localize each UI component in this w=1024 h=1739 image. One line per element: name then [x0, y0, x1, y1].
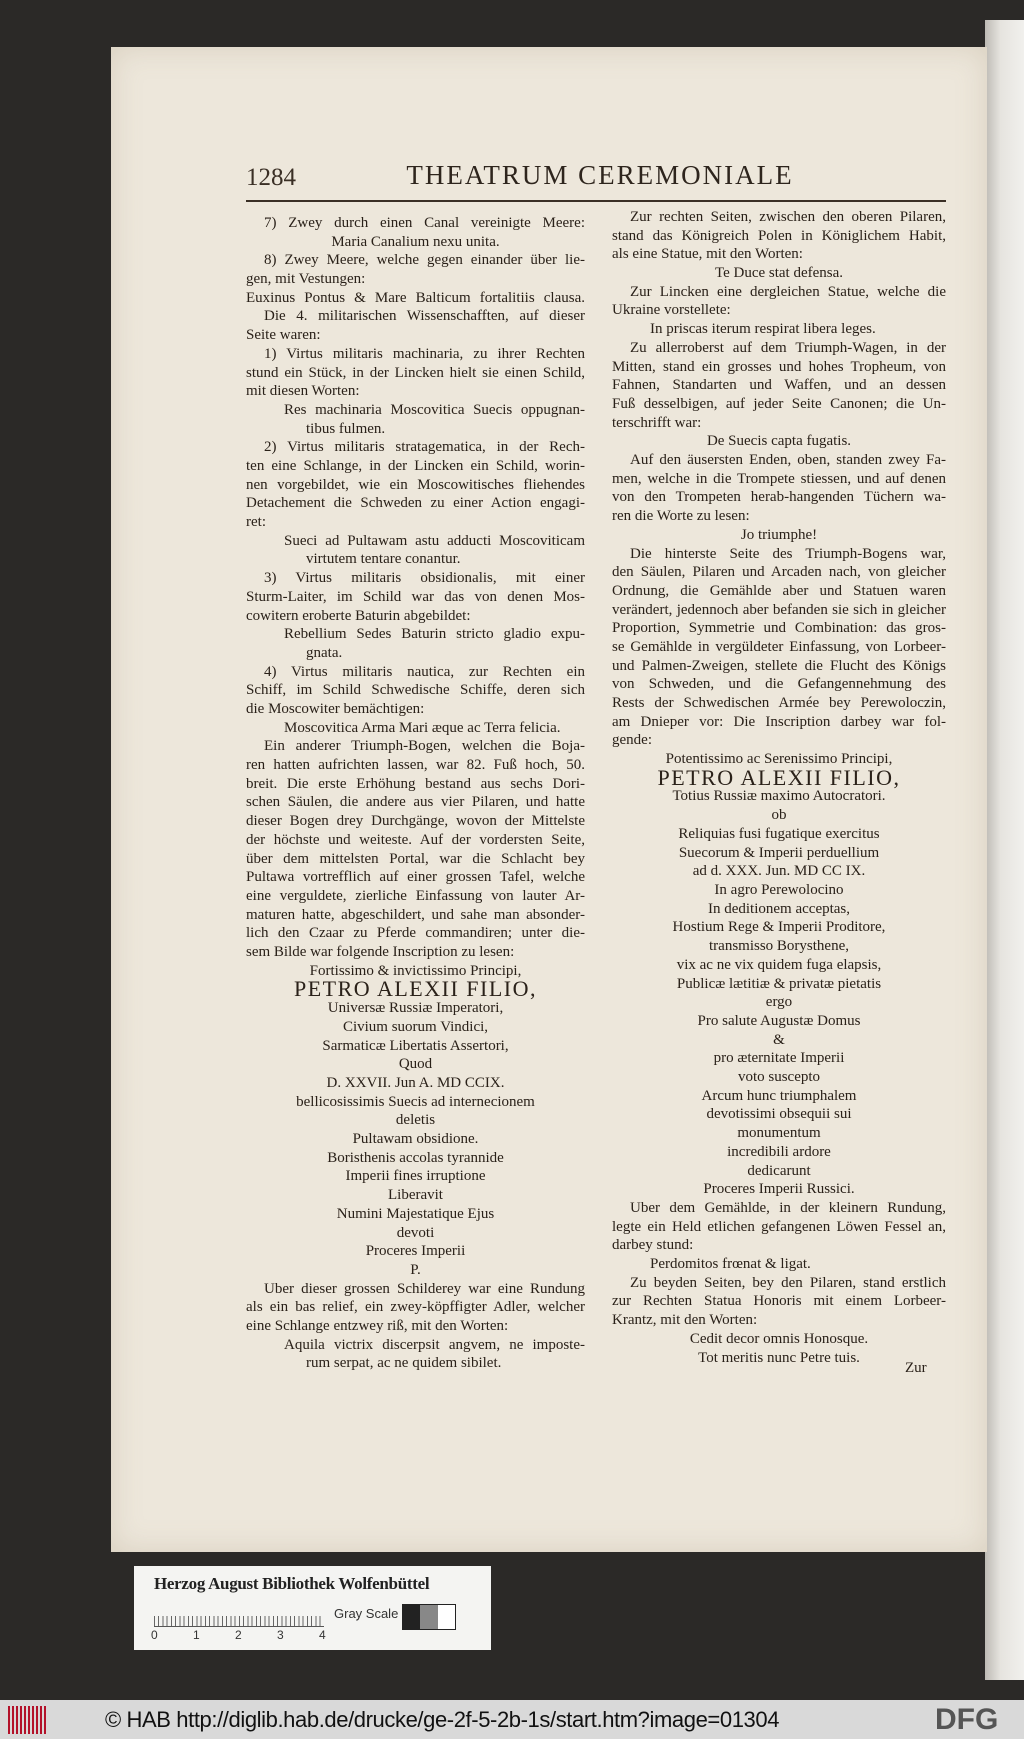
text-line: monumentum: [737, 1125, 821, 1142]
text-line: dieser Bogen drey Durchgänge, wovon der Mittelste: [246, 813, 585, 830]
text-line: incredibili ardore: [727, 1143, 831, 1160]
text-line: Ordnung, die Gemählde aber und Statuen waren: [612, 582, 946, 599]
text-line: ren die Worte zu lesen:: [612, 508, 750, 525]
text-line: men, welche in die Trompete stiessen, und auf denen: [612, 470, 946, 487]
text-line: vix ac ne vix quidem fuga elapsis,: [676, 956, 882, 973]
text-line: Mitten, stand ein grosses und hohes Tropheum, von: [612, 358, 946, 375]
text-line: Arcum hunc triumphalem: [701, 1087, 857, 1104]
text-line: ad d. XXX. Jun. MD CC IX.: [692, 863, 866, 880]
text-line: sem Bilde war folgende Inscription zu lesen:: [246, 943, 515, 960]
right-text-column: [612, 208, 946, 1367]
text-line: voto suscepto: [737, 1069, 821, 1086]
text-line: Sarmaticæ Libertatis Assertori,: [322, 1037, 509, 1054]
text-line: Die 4. militarischen Wissenschafften, auf dieser: [264, 308, 585, 325]
text-line: als ein bas relief, ein zwey-köpffigter Adler, welcher: [246, 1299, 585, 1316]
text-line: Fuß desselbigen, auf jeder Seite Canonen; die Un-: [612, 395, 946, 412]
text-line: ret:: [246, 514, 266, 531]
text-line: In agro Perewolocino: [714, 882, 844, 898]
text-line: Reliquias fusi fugatique exercitus: [678, 825, 880, 842]
text-line: 4) Virtus militaris nautica, zur Rechten ein: [264, 663, 585, 680]
text-line: Euxinus Pontus & Mare Balticum fortalitiis clausa.: [246, 289, 585, 306]
library-name: Herzog August Bibliothek Wolfenbüttel: [154, 1574, 430, 1593]
text-line: Hostium Rege & Imperii Proditore,: [672, 919, 886, 936]
text-line: 1) Virtus militaris machinaria, zu ihrer Rechten: [264, 345, 585, 362]
text-line: Uber dem Gemählde, in der kleinern Rundung,: [630, 1199, 946, 1216]
text-line: Universæ Russiæ Imperatori,: [327, 1000, 504, 1017]
text-line: Suecorum & Imperii perduellium: [678, 844, 880, 861]
running-title: THEATRUM CEREMONIALE: [406, 160, 794, 190]
ruler-tick-label: 1: [193, 1628, 200, 1642]
text-line: Auf den äusersten Enden, oben, standen zwey Fa-: [630, 452, 946, 469]
text-line: Imperii fines irruptione: [345, 1168, 486, 1185]
text-line: ten eine Schlange, in der Lincken ein Schild, worin-: [246, 458, 585, 475]
text-line: Totius Russiæ maximo Autocratori.: [672, 788, 886, 805]
text-line: über dem mittelsten Portal, war die Schlacht bey: [246, 850, 585, 867]
text-line: Res machinaria Moscovitica Suecis oppugnan-: [284, 401, 585, 418]
text-line: von den Trompeten herab-hangenden Tüchern wa-: [612, 489, 946, 506]
text-line: Potentissimo ac Serenissimo Principi,: [665, 751, 893, 768]
text-line: gende:: [612, 732, 652, 749]
text-line: und Palmen-Zweigen, stellete die Flucht des Königs: [612, 657, 946, 674]
text-line: Proceres Imperii Russici.: [703, 1181, 855, 1198]
text-line: Rebellium Sedes Baturin stricto gladio expu-: [284, 626, 585, 643]
text-line: Liberavit: [388, 1187, 443, 1204]
text-line: Detachement die Schweden zu einer Action engagi-: [246, 495, 585, 512]
text-line: am Dnieper vor: Die Inscription darbey war fol-: [612, 713, 946, 730]
text-line: dedicarunt: [747, 1162, 811, 1179]
gray-scale-label: Gray Scale: [334, 1606, 399, 1621]
text-line: den Säulen, Pilaren und Arcaden nach, von gleicher: [612, 564, 946, 581]
text-line: Krantz, mit den Worten:: [612, 1312, 758, 1329]
text-line: Numini Majestatique Ejus: [336, 1205, 495, 1222]
text-line: Maria Canalium nexu unita.: [331, 233, 500, 250]
text-line: Moscovitica Arma Mari æque ac Terra felicia.: [284, 719, 561, 736]
text-line: Ein anderer Triumph-Bogen, welchen die Boja-: [264, 738, 585, 755]
text-line: Zur rechten Seiten, zwischen den oberen Pilaren,: [630, 209, 946, 225]
text-line: als eine Statue, mit den Worten:: [612, 246, 803, 263]
text-line: Zu beyden Seiten, bey den Pilaren, stand erstlich: [630, 1274, 946, 1291]
text-line: devotissimi obsequii sui: [706, 1106, 852, 1123]
text-line: 3) Virtus militaris obsidionalis, mit einer: [264, 570, 585, 587]
catchword: Zur: [905, 1360, 927, 1376]
text-line: stand das Königreich Polen in Königlichem Habit,: [612, 227, 946, 244]
text-line: Tot meritis nunc Petre tuis.: [698, 1349, 860, 1366]
text-line: terschrifft war:: [612, 414, 702, 431]
text-line: mit diesen Worten:: [246, 383, 360, 400]
text-line: devoti: [396, 1224, 435, 1241]
hab-logo-icon: [8, 1706, 46, 1734]
text-line: Pultawam obsidione.: [352, 1131, 479, 1148]
text-line: Aquila victrix discerpsit angvem, ne imposte-: [284, 1336, 585, 1353]
scale-ruler: [154, 1606, 324, 1627]
text-line: nen vorgebildet, wie ein Moscowitisches fliehendes: [246, 476, 585, 493]
inscription-heading: PETRO ALEXII FILIO,: [294, 976, 537, 1002]
text-line: P.: [410, 1261, 421, 1278]
ruler-tick-label: 0: [151, 1628, 158, 1642]
ruler-tick-label: 2: [235, 1628, 242, 1642]
left-text-column: [246, 214, 585, 1373]
text-line: Seite waren:: [246, 327, 321, 344]
header-rule: [246, 200, 946, 202]
text-line: 8) Zwey Meere, welche gegen einander über lie-: [264, 252, 585, 269]
text-line: zur Rechten Statua Honoris mit einem Lorbeer-: [612, 1293, 946, 1310]
text-line: schen Säulen, die andere aus vier Pilaren, und hatte: [246, 794, 585, 811]
text-line: D. XXVII. Jun A. MD CCIX.: [326, 1074, 505, 1091]
text-line: Die hinterste Seite des Triumph-Bogens war,: [630, 545, 946, 562]
text-line: ren hatten aufrichten lassen, war 82. Fuß hoch, 50.: [246, 757, 585, 774]
text-line: Quod: [398, 1056, 433, 1073]
text-line: Zu allerroberst auf dem Triumph-Wagen, in der: [630, 339, 946, 356]
text-line: deletis: [395, 1112, 436, 1129]
text-line: Sueci ad Pultawam astu adducti Moscoviticam: [284, 532, 585, 549]
text-line: Schiff, im Schild Schwedische Schiffe, deren sich: [246, 682, 585, 699]
ruler-tick-label: 3: [277, 1628, 284, 1642]
text-line: Te Duce stat defensa.: [714, 265, 844, 282]
text-line: Cedit decor omnis Honosque.: [689, 1330, 869, 1347]
adjacent-page-edge: [985, 20, 1024, 1680]
text-line: Jo triumphe!: [740, 526, 818, 543]
text-line: Ukraine vorstellete:: [612, 302, 731, 319]
text-line: legte ein Held etlichen gefangenen Löwen Fessel an,: [612, 1218, 946, 1235]
text-line: transmisso Borysthene,: [709, 938, 849, 955]
text-line: verändert, jedennoch aber befanden sie sich in gleicher: [612, 601, 946, 618]
text-line: In deditionem acceptas,: [707, 900, 851, 917]
text-line: tibus fulmen.: [306, 420, 386, 437]
text-line: Publicæ lætitiæ & privatæ pietatis: [676, 975, 882, 992]
inscription-heading: PETRO ALEXII FILIO,: [657, 764, 901, 790]
text-line: Zur Lincken eine dergleichen Statue, welche die: [630, 283, 946, 300]
text-line: Pro salute Augustæ Domus: [697, 1012, 861, 1029]
text-line: In priscas iterum respirat libera leges.: [650, 321, 876, 338]
text-line: Fahnen, Standarten und Waffen, und an dessen: [612, 377, 946, 394]
text-line: gnata.: [306, 644, 343, 661]
color-card: [134, 1566, 491, 1650]
text-line: Proceres Imperii: [365, 1243, 466, 1260]
text-line: die Moscowiter bemächtigen:: [246, 701, 425, 718]
text-line: lich den Czaar zu Pferde commandiren; unter die-: [246, 925, 585, 942]
text-line: Sturm-Laiter, im Schild war das von denen Mos-: [246, 588, 585, 605]
text-line: Proportion, Symmetrie und Combination: das gros-: [612, 620, 946, 637]
text-line: gen, mit Vestungen:: [246, 271, 366, 288]
footer-bar: [0, 1700, 1024, 1739]
text-line: breit. Die erste Erhöhung bestand aus sechs Dori-: [246, 775, 585, 792]
gray-scale-swatch: [402, 1604, 456, 1630]
text-line: ergo: [765, 994, 793, 1011]
text-line: &: [773, 1031, 785, 1048]
text-line: Uber dieser grossen Schilderey war eine Rundung: [264, 1280, 585, 1297]
ruler-tick-label: 4: [319, 1628, 326, 1642]
text-line: 2) Virtus militaris stratagematica, in der Rech-: [264, 439, 585, 456]
text-line: cowitern eroberte Baturin abgebildet:: [246, 607, 471, 624]
text-line: se Gemählde in vergüldeter Einfassung, von Lorbeer-: [612, 638, 946, 655]
text-line: Boristhenis accolas tyrannide: [327, 1149, 504, 1166]
text-line: der höchste und weiteste. Auf der vordersten Seite,: [246, 831, 585, 848]
text-line: eine Schlange entzwey riß, mit den Worten:: [246, 1318, 509, 1335]
text-line: virtutem tentare conantur.: [306, 551, 461, 568]
text-line: De Suecis capta fugatis.: [706, 433, 852, 450]
text-line: bellicosissimis Suecis ad internecionem: [296, 1093, 535, 1110]
text-line: stund ein Stück, in der Lincken hielt sie einen Schild,: [246, 364, 585, 381]
text-line: eine verguldete, zierliche Einfassung von lauter Ar-: [246, 887, 585, 904]
text-line: darbey stund:: [612, 1237, 694, 1254]
dfg-logo: DFG: [935, 1703, 999, 1736]
text-line: ob: [771, 807, 787, 824]
text-line: pro æternitate Imperii: [713, 1050, 845, 1067]
text-line: Pultawa vortrefflich auf einer grossen Tafel, welche: [246, 869, 585, 886]
text-line: 7) Zwey durch einen Canal vereinigte Meere:: [264, 215, 585, 231]
text-line: Perdomitos frœnat & ligat.: [650, 1256, 811, 1273]
text-line: Rests der Schwedischen Armée bey Perewoloczin,: [612, 695, 946, 711]
footer-url[interactable]: © HAB http://diglib.hab.de/drucke/ge-2f-5-2b-1s/start.htm?image=01304: [105, 1707, 780, 1732]
text-line: maturen hatte, abgeschildert, und sahe man absonder-: [246, 906, 585, 923]
text-line: von Schweden, und die Gefangennehmung des: [612, 676, 946, 693]
text-line: rum serpat, ac ne quidem sibilet.: [306, 1355, 502, 1372]
page-number: 1284: [246, 164, 296, 191]
text-line: Fortissimo & invictissimo Principi,: [309, 962, 522, 979]
text-line: Civium suorum Vindici,: [342, 1018, 489, 1035]
